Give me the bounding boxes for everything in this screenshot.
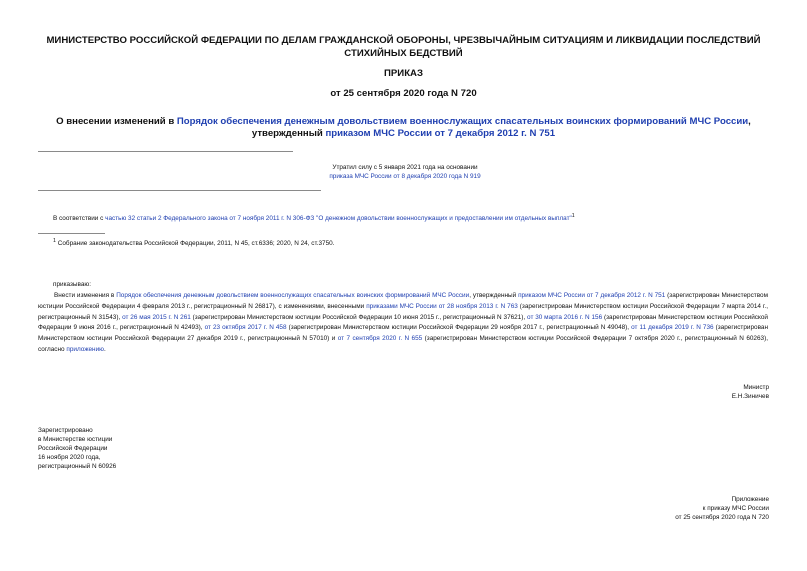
title-prefix: О внесении изменений в (56, 116, 177, 127)
appendix-line: к приказу МЧС России (702, 504, 769, 512)
divider-status (38, 190, 321, 191)
order-text: (зарегистрирован Министерством юстиции Российской Федерации 7 октября 2020 г., регистрационный N 60263), согласно (38, 335, 768, 353)
preamble-text: В соответствии с (53, 215, 106, 223)
order-text: (зарегистрирован Министерством юстиции Российской Федерации 27 декабря 2019 г., регистрационный N 57010) и (38, 324, 768, 343)
order-paragraph (38, 291, 768, 356)
title-link-procedure[interactable]: Порядок обеспечения денежным довольствием военнослужащих спасательных воинских формирований МЧС России (176, 116, 749, 127)
footnote (53, 237, 334, 248)
registration-line: Российской Федерации (38, 444, 108, 452)
order-text: (зарегистрирован Министерством юстиции Российской Федерации 9 июня 2016 г., регистрационный N 42493), (38, 313, 768, 332)
order-link-156[interactable]: от 30 марта 2016 г. N 156 (527, 313, 603, 321)
document-date-number: от 25 сентября 2020 года N 720 (330, 88, 477, 99)
order-text: (зарегистрирован Министерством юстиции Российской Федерации 4 февраля 2013 г., регистрационный N 26817), с изменениями, внесенными (38, 292, 768, 310)
title-link-order-751[interactable]: приказом МЧС России от 7 декабря 2012 г. N 751 (325, 128, 556, 139)
ministry-heading: МИНИСТЕРСТВО РОССИЙСКОЙ ФЕДЕРАЦИИ ПО ДЕЛАМ ГРАЖДАНСКОЙ ОБОРОНЫ, ЧРЕЗВЫЧАЙНЫМ СИТУАЦИЯМ И ЛИКВИДАЦИИ ПОСЛЕДСТВИЙ СТИХИЙНЫХ БЕДСТВИЙ (46, 35, 761, 59)
appendix-line: от 25 сентября 2020 года N 720 (675, 513, 769, 521)
signature-position: Министр (743, 384, 769, 391)
order-link-763[interactable]: приказами МЧС России от 28 ноября 2013 г. N 763 (366, 302, 518, 310)
title-middle: , утвержденный (251, 116, 751, 139)
order-link-appendix[interactable]: приложению (66, 345, 104, 353)
order-link-458[interactable]: от 23 октября 2017 г. N 458 (204, 324, 287, 332)
signature-name: Е.Н.Зиничев (731, 392, 769, 400)
registration-line: в Министерстве юстиции (38, 435, 113, 443)
document-type: ПРИКАЗ (384, 68, 423, 79)
order-text: (зарегистрирован Министерством юстиции Российской Федерации 29 ноября 2017 г., регистрационный N 49048), (286, 324, 632, 332)
order-link-751[interactable]: приказом МЧС России от 7 декабря 2012 г. N 751 (518, 292, 666, 299)
footnote-ref[interactable]: 1 (571, 213, 575, 219)
order-text: , утвержденный (469, 292, 519, 299)
registration-block (38, 427, 116, 472)
document-title (30, 116, 777, 140)
status-link[interactable]: приказа МЧС России от 8 декабря 2020 года N 919 (329, 173, 481, 180)
status-note (210, 163, 600, 181)
registration-line: 16 ноября 2020 года, (38, 453, 101, 461)
order-link-655[interactable]: от 7 сентября 2020 г. N 655 (337, 335, 423, 343)
order-text: Внести изменения в (54, 292, 117, 299)
order-text: (зарегистрирован Министерством юстиции Российской Федерации 10 июня 2015 г., регистрационный N 37621), (190, 313, 528, 321)
preamble (53, 212, 773, 223)
order-text: . (103, 345, 106, 353)
registration-line: Зарегистрировано (38, 427, 93, 434)
registration-line: регистрационный N 60926 (38, 462, 117, 470)
decree-word: приказываю: (53, 281, 91, 288)
appendix-block (675, 496, 769, 522)
order-text: (зарегистрирован Министерством юстиции Российской Федерации 7 марта 2014 г., регистрационный N 31543), (38, 302, 768, 321)
divider-top (38, 151, 293, 152)
footnote-text: Собрание законодательства Российской Федерации, 2011, N 45, ст.6336; 2020, N 24, ст.3750. (55, 240, 335, 248)
footnote-mark: 1 (53, 238, 56, 244)
footnote-divider (38, 233, 105, 234)
signature-block (732, 384, 769, 402)
order-link-procedure[interactable]: Порядок обеспечения денежным довольствием военнослужащих спасательных воинских формирований МЧС России (116, 292, 470, 299)
appendix-line: Приложение (731, 496, 769, 503)
order-link-261[interactable]: от 26 мая 2015 г. N 261 (122, 313, 191, 321)
order-link-736[interactable]: от 11 декабря 2019 г. N 736 (631, 324, 714, 332)
status-text: Утратил силу с 5 января 2021 года на основании (332, 164, 478, 171)
preamble-law-link[interactable]: частью 32 статьи 2 Федерального закона от 7 ноября 2011 г. N 306-ФЗ "О денежном довольствии военнослужащих и предоставлении им отдельных выплат" (105, 215, 572, 223)
